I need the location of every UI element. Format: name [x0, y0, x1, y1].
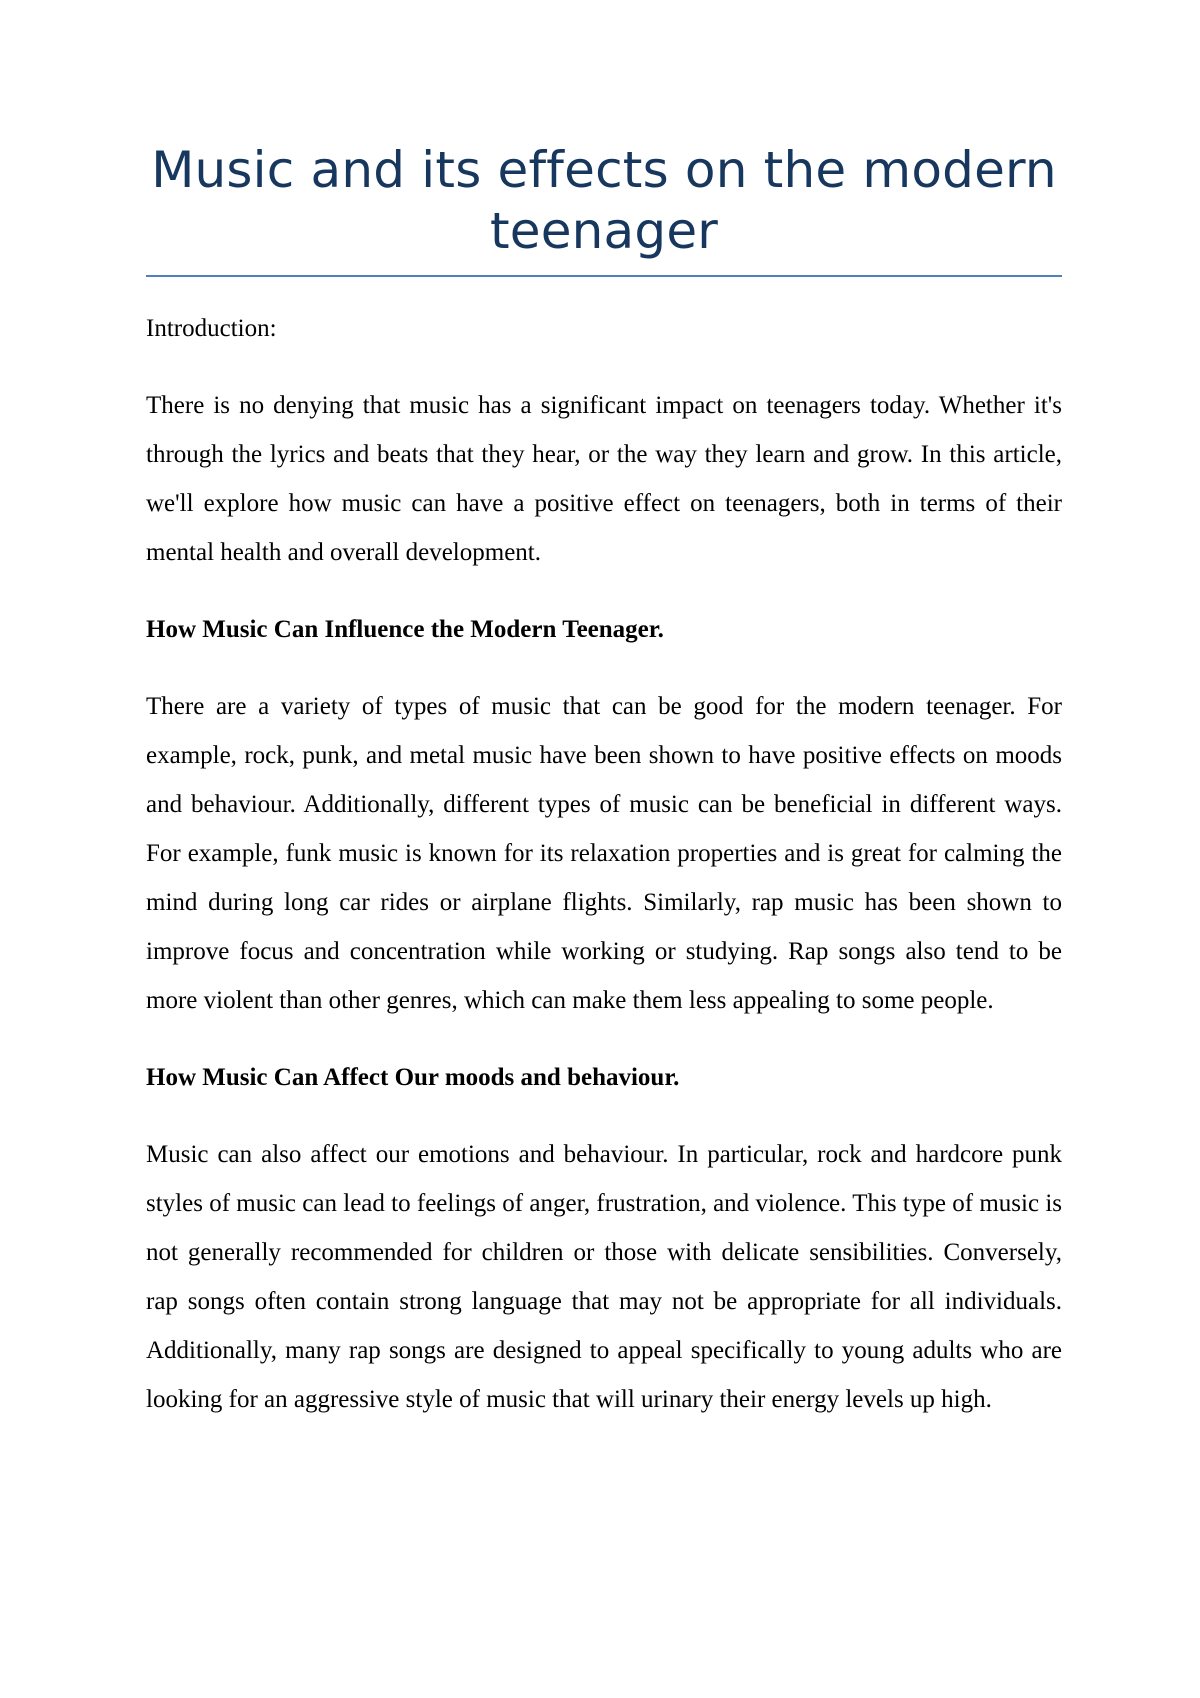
section-paragraph-moods: Music can also affect our emotions and behaviour. In particular, rock and hardcore punk styles of music can lead to feelings of anger, frustration, and violence. This type of music is not generally recommended for children or those with delicate sensibilities. Conversely, rap songs often contain strong language that may not be appropriate for all individuals. Additionally, many rap songs are designed to appeal specifically to young adults who are looking for an aggressive style of music that will urinary their energy levels up high. — [146, 1141, 1062, 1413]
intro-label: Introduction: — [146, 315, 277, 342]
document-title: Music and its effects on the modern teenager — [151, 141, 1057, 260]
section-heading-influence: How Music Can Influence the Modern Teenager. — [146, 616, 664, 643]
title-divider — [146, 275, 1062, 277]
intro-paragraph: There is no denying that music has a significant impact on teenagers today. Whether it's through the lyrics and beats that they hear, or the way they learn and grow. In this article, we'll explore how music can have a positive effect on teenagers, both in terms of their mental health and overall development. — [146, 392, 1062, 566]
document-page — [146, 140, 1062, 1424]
section-paragraph-influence: There are a variety of types of music that can be good for the modern teenager. For example, rock, punk, and metal music have been shown to have positive effects on moods and behaviour. Additionally, different types of music can be beneficial in different ways. For example, funk music is known for its relaxation properties and is great for calming the mind during long car rides or airplane flights. Similarly, rap music has been shown to improve focus and concentration while working or studying. Rap songs also tend to be more violent than other genres, which can make them less appealing to some people. — [146, 693, 1062, 1014]
section-heading-moods: How Music Can Affect Our moods and behaviour. — [146, 1064, 680, 1091]
